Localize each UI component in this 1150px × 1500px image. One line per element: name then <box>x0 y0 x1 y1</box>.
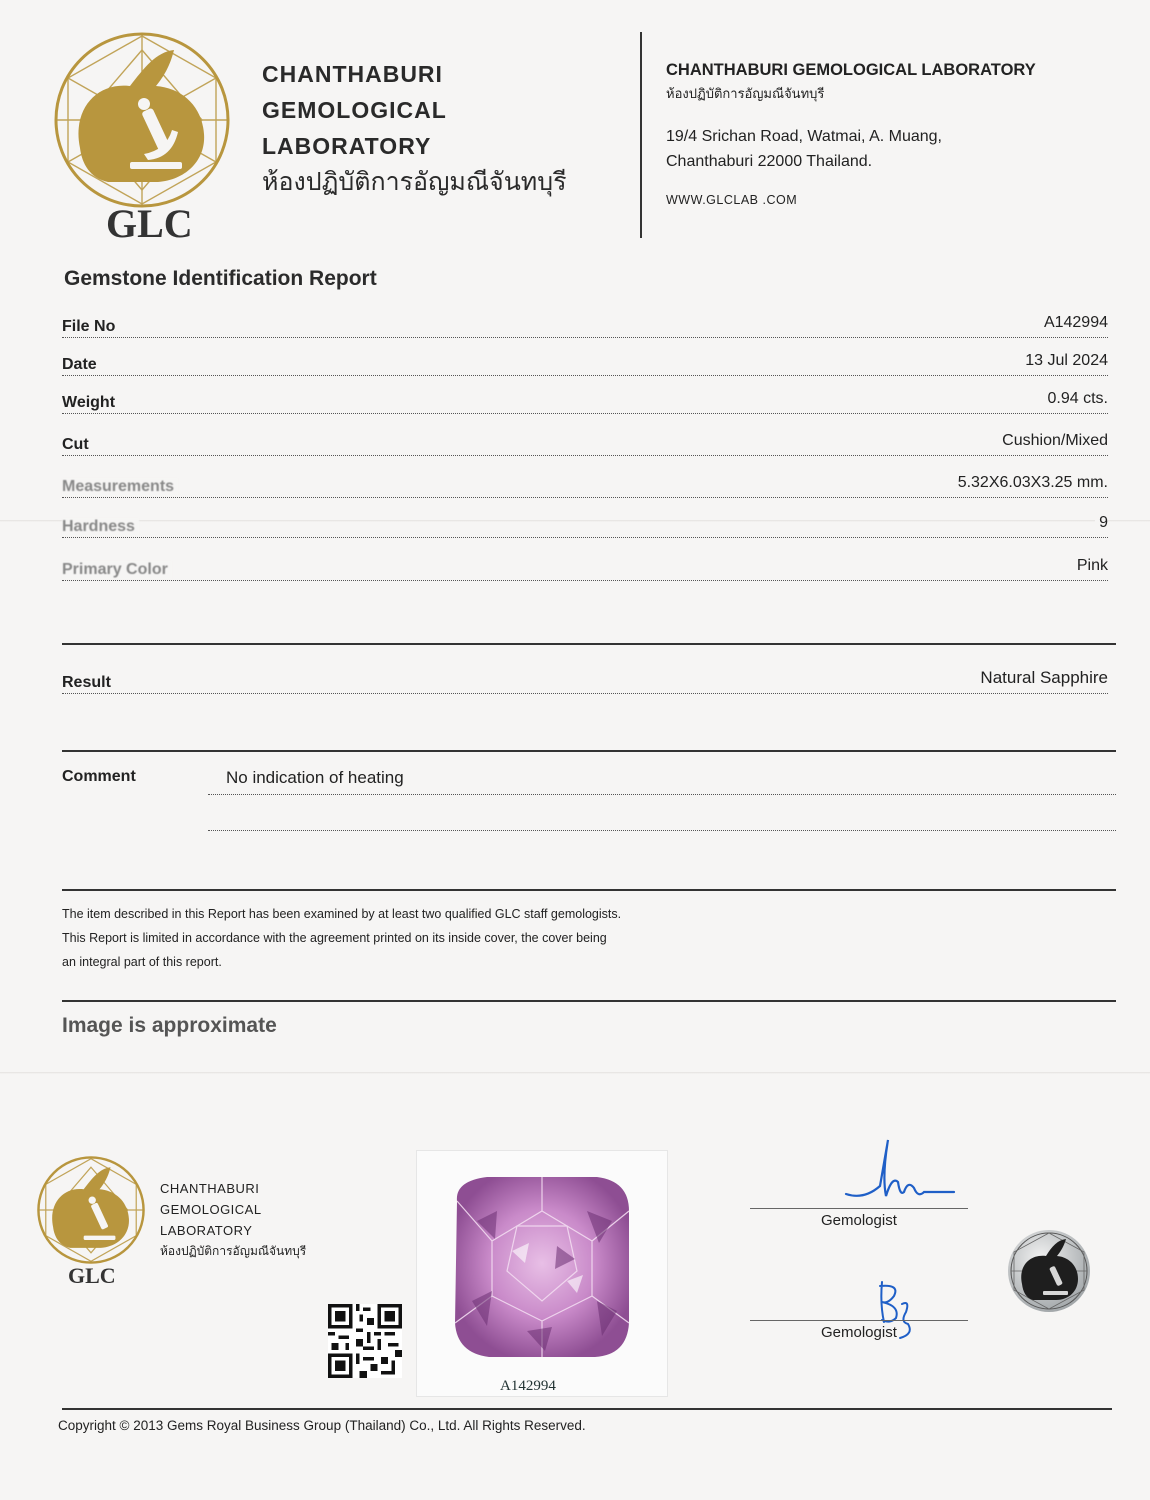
comment-value: No indication of heating <box>226 768 404 787</box>
field-date <box>62 348 1108 378</box>
field-label: Primary Color <box>62 561 172 579</box>
field-cut <box>62 428 1108 458</box>
field-value: Cushion/Mixed <box>998 432 1108 450</box>
lab-thai-name: ห้องปฏิบัติการอัญมณีจันทบุรี <box>262 168 567 196</box>
field-value: 9 <box>1095 514 1108 532</box>
field-hardness <box>62 510 1108 540</box>
lab-full-name: CHANTHABURI GEMOLOGICAL LABORATORY <box>666 61 1036 79</box>
field-label: Cut <box>62 436 93 454</box>
disclaimer-line: This Report is limited in accordance with the agreement printed on its inside cover, the cover being <box>62 931 607 945</box>
signature-line <box>750 1320 968 1321</box>
comment-dotted-line <box>208 794 1116 795</box>
field-value: 13 Jul 2024 <box>1021 352 1108 370</box>
field-value: 0.94 cts. <box>1044 390 1108 408</box>
copyright: Copyright © 2013 Gems Royal Business Group (Thailand) Co., Ltd. All Rights Reserved. <box>58 1418 586 1433</box>
lab-name-line: GEMOLOGICAL <box>160 1202 262 1217</box>
gemstone-photo <box>416 1150 668 1397</box>
lab-name-line: CHANTHABURI <box>262 61 443 87</box>
field-file-no <box>62 310 1108 340</box>
section-divider <box>62 643 1116 645</box>
field-primary-color <box>62 553 1108 583</box>
field-label: Hardness <box>62 518 139 536</box>
lab-thai-name-small: ห้องปฏิบัติการอัญมณีจันทบุรี <box>666 86 825 101</box>
header-divider <box>640 32 642 238</box>
paper-fold <box>0 1072 1150 1074</box>
comment-label: Comment <box>62 768 136 785</box>
logo-glc-text: GLC <box>106 201 193 246</box>
lab-name-line: LABORATORY <box>160 1223 253 1238</box>
address-line-2: Chanthaburi 22000 Thailand. <box>666 153 873 170</box>
lab-name-line: LABORATORY <box>262 133 432 159</box>
footer-divider <box>62 1408 1112 1410</box>
signature-line <box>750 1208 968 1209</box>
website-link[interactable]: WWW.GLCLAB .COM <box>666 193 798 207</box>
address-line-1: 19/4 Srichan Road, Watmai, A. Muang, <box>666 128 942 145</box>
glc-logo-icon <box>52 30 232 210</box>
gemologist-label-2: Gemologist <box>821 1324 897 1341</box>
section-divider <box>62 750 1116 752</box>
field-label: Weight <box>62 394 119 412</box>
field-value: A142994 <box>1040 314 1108 332</box>
lab-name-block-small <box>160 1178 306 1262</box>
field-value: 5.32X6.03X3.25 mm. <box>954 474 1108 492</box>
hologram-seal-icon <box>1006 1228 1092 1314</box>
section-divider <box>62 889 1116 891</box>
comment-dotted-line <box>208 830 1116 831</box>
field-result <box>62 666 1108 696</box>
lab-name-line: GEMOLOGICAL <box>262 97 447 123</box>
field-value: Pink <box>1073 557 1108 575</box>
lab-name-line: CHANTHABURI <box>160 1181 260 1196</box>
field-weight <box>62 386 1108 416</box>
field-label: Date <box>62 356 101 374</box>
lab-name-block <box>262 56 567 200</box>
disclaimer-line: The item described in this Report has been examined by at least two qualified GLC staff gemologists. <box>62 907 622 921</box>
result-value: Natural Sapphire <box>976 668 1108 688</box>
result-label: Result <box>62 674 115 692</box>
signature-1-icon <box>842 1136 960 1206</box>
gemologist-label-1: Gemologist <box>821 1212 897 1229</box>
logo-glc-text-small: GLC <box>68 1263 116 1288</box>
field-measurements <box>62 470 1108 500</box>
glc-logo-small-icon <box>36 1155 146 1265</box>
section-divider <box>62 1000 1116 1002</box>
disclaimer-line: an integral part of this report. <box>62 955 222 969</box>
field-label: Measurements <box>62 478 178 496</box>
photo-file-number: A142994 <box>500 1378 556 1394</box>
field-label: File No <box>62 318 119 336</box>
lab-contact-block <box>666 58 1036 212</box>
qr-code-icon[interactable] <box>328 1304 402 1378</box>
report-title: Gemstone Identification Report <box>64 267 377 290</box>
disclaimer <box>62 902 621 974</box>
lab-thai-name: ห้องปฏิบัติการอัญมณีจันทบุรี <box>160 1244 307 1258</box>
image-note: Image is approximate <box>62 1014 277 1037</box>
sapphire-image <box>417 1151 667 1396</box>
